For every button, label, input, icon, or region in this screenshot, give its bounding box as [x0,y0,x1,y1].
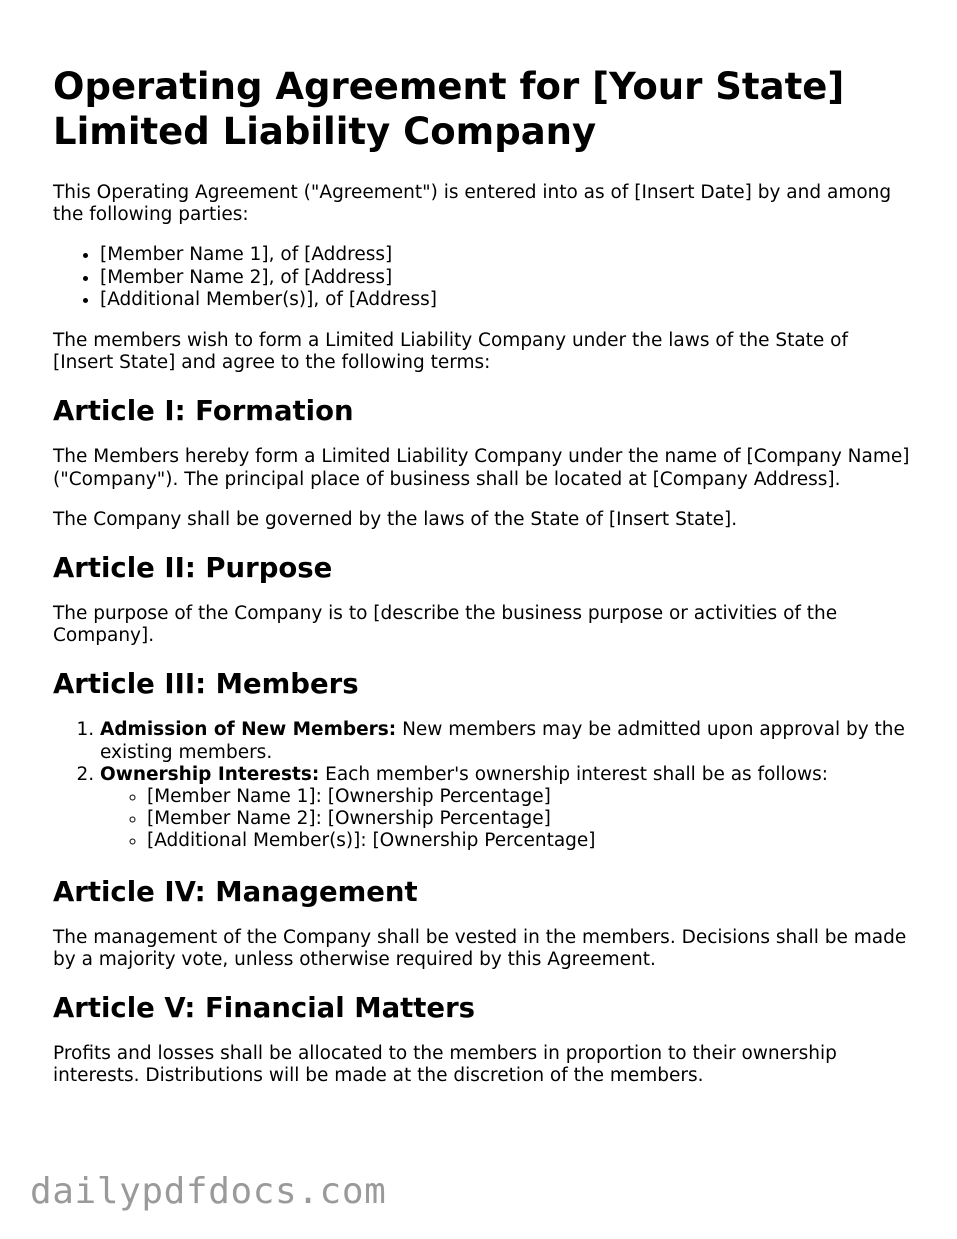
members-item-text: New members may be admitted upon approval by the existing members. [100,719,905,763]
party-item: • [Member Name 1], of [Address] [100,244,913,266]
document-title: Operating Agreement for [Your State] Limited Liability Company [53,65,845,153]
members-item-label: Admission of New Members: [100,719,397,741]
formation-paragraph: The Members hereby form a Limited Liability Company under the name of [Company Name] ("Company"). The principal place of business shall be located at [Company Address]. [53,446,910,490]
document-body [53,64,913,1105]
formation-governing-law: The Company shall be governed by the laws of the State of [Insert State]. [53,508,738,530]
article-members-heading: Article III: Members [53,668,359,701]
members-list [53,719,913,852]
members-item-label: Ownership Interests: [100,763,320,785]
party-item: • [Additional Member(s)], of [Address] [100,289,913,311]
purpose-paragraph: The purpose of the Company is to [describe the business purpose or activities of the Company]. [53,603,838,647]
members-item-text: Each member's ownership interest shall be as follows: [319,763,828,785]
article-purpose-heading: Article II: Purpose [53,552,333,585]
ownership-item: ◦ [Member Name 1]: [Ownership Percentage] [147,786,913,808]
party-item: • [Member Name 2], of [Address] [100,267,913,289]
ownership-list [100,786,913,853]
intro-paragraph: This Operating Agreement ("Agreement") is entered into as of [Insert Date] by and among the following parties: [53,182,892,226]
management-paragraph: The management of the Company shall be vested in the members. Decisions shall be made by a majority vote, unless otherwise required by this Agreement. [53,926,907,970]
members-item-admission [100,719,913,763]
ownership-item: ◦ [Additional Member(s)]: [Ownership Percentage] [147,830,913,852]
ownership-item: ◦ [Member Name 2]: [Ownership Percentage] [147,808,913,830]
article-financial-heading: Article V: Financial Matters [53,992,475,1025]
article-management-heading: Article IV: Management [53,875,418,908]
parties-list [53,244,913,311]
members-item-ownership [100,764,913,853]
financial-paragraph: Profits and losses shall be allocated to the members in proportion to their ownership interests. Distributions will be made at the discretion of the members. [53,1043,837,1087]
article-formation-heading: Article I: Formation [53,395,354,428]
watermark-text: dailypdfdocs.com [30,1171,387,1212]
purpose-statement: The members wish to form a Limited Liability Company under the laws of the State of [Insert State] and agree to the following terms: [53,330,849,374]
